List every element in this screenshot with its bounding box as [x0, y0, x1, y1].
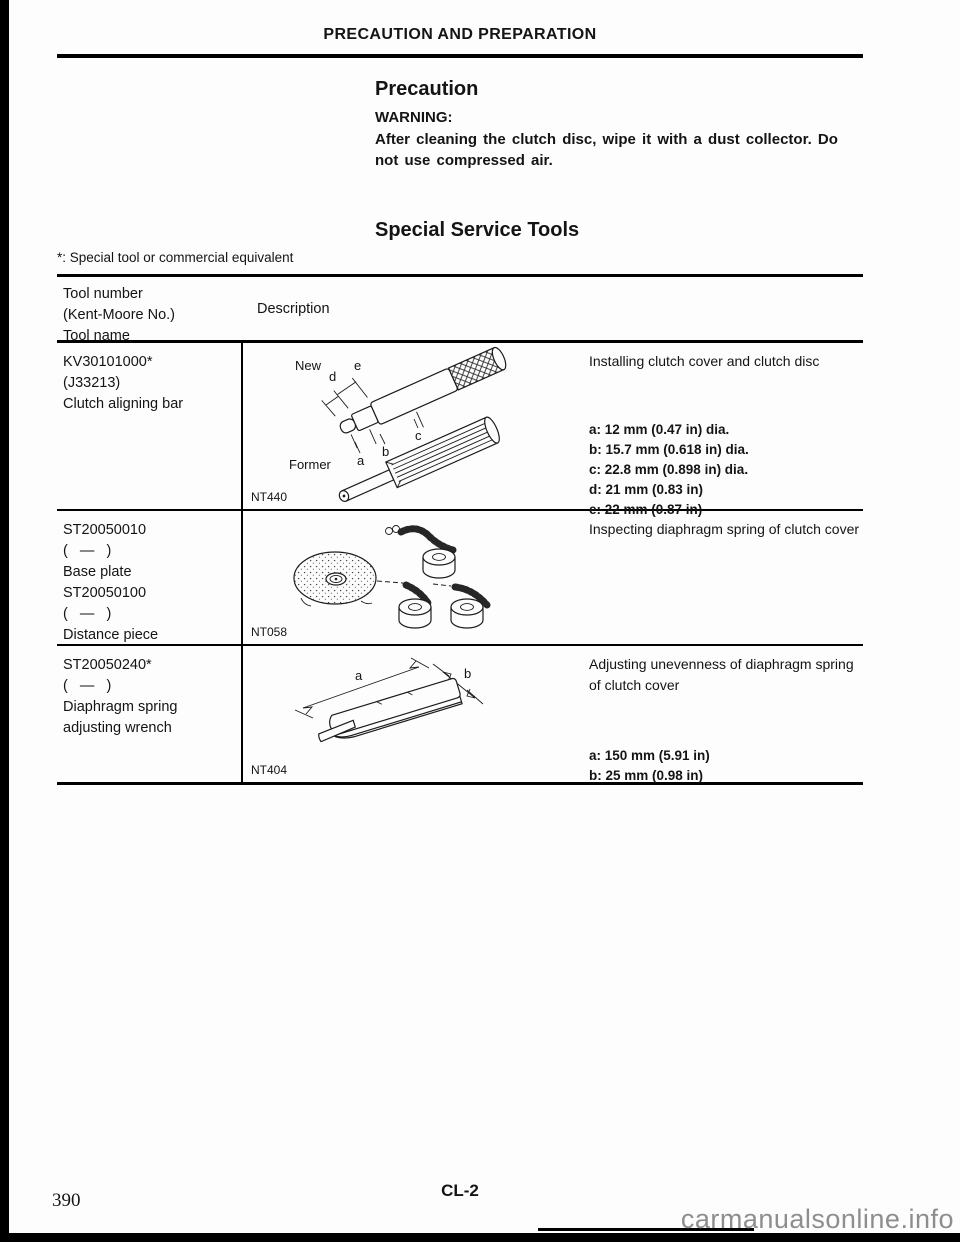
tool-line: ST20050100 [63, 585, 147, 601]
header-line: Tool name [63, 328, 130, 344]
description-text [575, 646, 863, 782]
tool-line: ( — ) [63, 606, 112, 622]
scan-edge-strip [0, 0, 9, 1242]
spec-line: d: 21 mm (0.83 in) [589, 482, 704, 497]
dim-label-b: b [382, 444, 390, 459]
figure-id: NT404 [251, 763, 288, 777]
tool-number-cell [57, 511, 243, 644]
description-text [575, 511, 863, 644]
header-line: (Kent-Moore No.) [63, 307, 176, 323]
description-text [575, 343, 863, 517]
figure-adjusting-wrench [243, 646, 575, 782]
warning-text: After cleaning the clutch disc, wipe it with a dust collector. Do not use compressed air. [375, 131, 838, 169]
tool-line: ST20050010 [63, 522, 147, 538]
table-header-tool-number [57, 277, 243, 344]
adjusting-wrench-icon [243, 646, 575, 780]
tool-line: Base plate [63, 564, 132, 580]
tool-line: adjusting wrench [63, 720, 172, 736]
base-plate-icon [243, 511, 575, 642]
tool-line: Clutch aligning bar [63, 396, 184, 412]
tool-number-cell [57, 646, 243, 782]
dim-label-d: d [329, 369, 337, 384]
tool-usage: Inspecting diaphragm spring of clutch cover [589, 521, 860, 537]
watermark: carmanualsonline.info [680, 1204, 954, 1234]
dim-label-a: a [355, 668, 363, 683]
table-header-description: Description [257, 300, 330, 317]
page-title: PRECAUTION AND PREPARATION [323, 26, 597, 43]
section-title-special-service-tools: Special Service Tools [375, 219, 580, 241]
tool-line: Distance piece [63, 627, 159, 643]
header-line: Tool number [63, 286, 143, 302]
dim-label-c: c [415, 428, 422, 443]
spec-line: b: 25 mm (0.98 in) [589, 768, 704, 783]
spec-line: e: 22 mm (0.87 in) [589, 502, 703, 517]
figure-clutch-aligning-bar [243, 343, 575, 509]
distance-piece-icon [399, 599, 431, 628]
dim-label-a: a [357, 453, 365, 468]
table-row [57, 511, 863, 646]
figure-label-former: Former [289, 457, 331, 472]
spec-line: a: 12 mm (0.47 in) dia. [589, 422, 730, 437]
special-tool-note: *: Special tool or commercial equivalent [57, 250, 294, 265]
tool-line: ( — ) [63, 543, 112, 559]
table-row [57, 343, 863, 517]
description-cell [243, 646, 863, 782]
table-row [57, 646, 863, 782]
distance-piece-icon [451, 599, 483, 628]
special-service-tools-table [57, 274, 863, 785]
tool-line: KV30101000* [63, 354, 153, 370]
tool-line: Diaphragm spring [63, 699, 178, 715]
dim-label-b: b [464, 666, 472, 681]
spring-coil-icon [401, 529, 453, 550]
page-number: 390 [52, 1190, 81, 1211]
description-cell [243, 343, 863, 517]
distance-piece-icon [423, 549, 455, 578]
spec-line: b: 15.7 mm (0.618 in) dia. [589, 442, 749, 457]
table-header-row [57, 277, 863, 343]
tool-line: (J33213) [63, 375, 121, 391]
dimension-specs [589, 420, 861, 520]
warning-label: WARNING: [375, 109, 453, 126]
dimension-specs [589, 746, 861, 786]
figure-base-plate-distance-piece [243, 511, 575, 644]
spec-line: c: 22.8 mm (0.898 in) dia. [589, 462, 749, 477]
clutch-aligning-bar-icon [243, 343, 575, 507]
section-page-code: CL-2 [441, 1181, 479, 1200]
figure-label-new: New [295, 358, 322, 373]
tool-number-cell [57, 343, 243, 509]
figure-id: NT440 [251, 490, 288, 504]
figure-id: NT058 [251, 625, 288, 639]
section-title-precaution: Precaution [375, 78, 479, 100]
tool-line: ( — ) [63, 678, 112, 694]
tool-line: ST20050240* [63, 657, 152, 673]
description-cell [243, 511, 863, 644]
dim-label-e: e [354, 358, 362, 373]
tool-usage: Installing clutch cover and clutch disc [589, 353, 820, 369]
wrench-drawing [314, 678, 463, 747]
header-divider [57, 54, 863, 58]
tool-usage: Adjusting unevenness of diaphragm spring of clutch cover [589, 656, 854, 693]
spec-line: a: 150 mm (5.91 in) [589, 748, 710, 763]
